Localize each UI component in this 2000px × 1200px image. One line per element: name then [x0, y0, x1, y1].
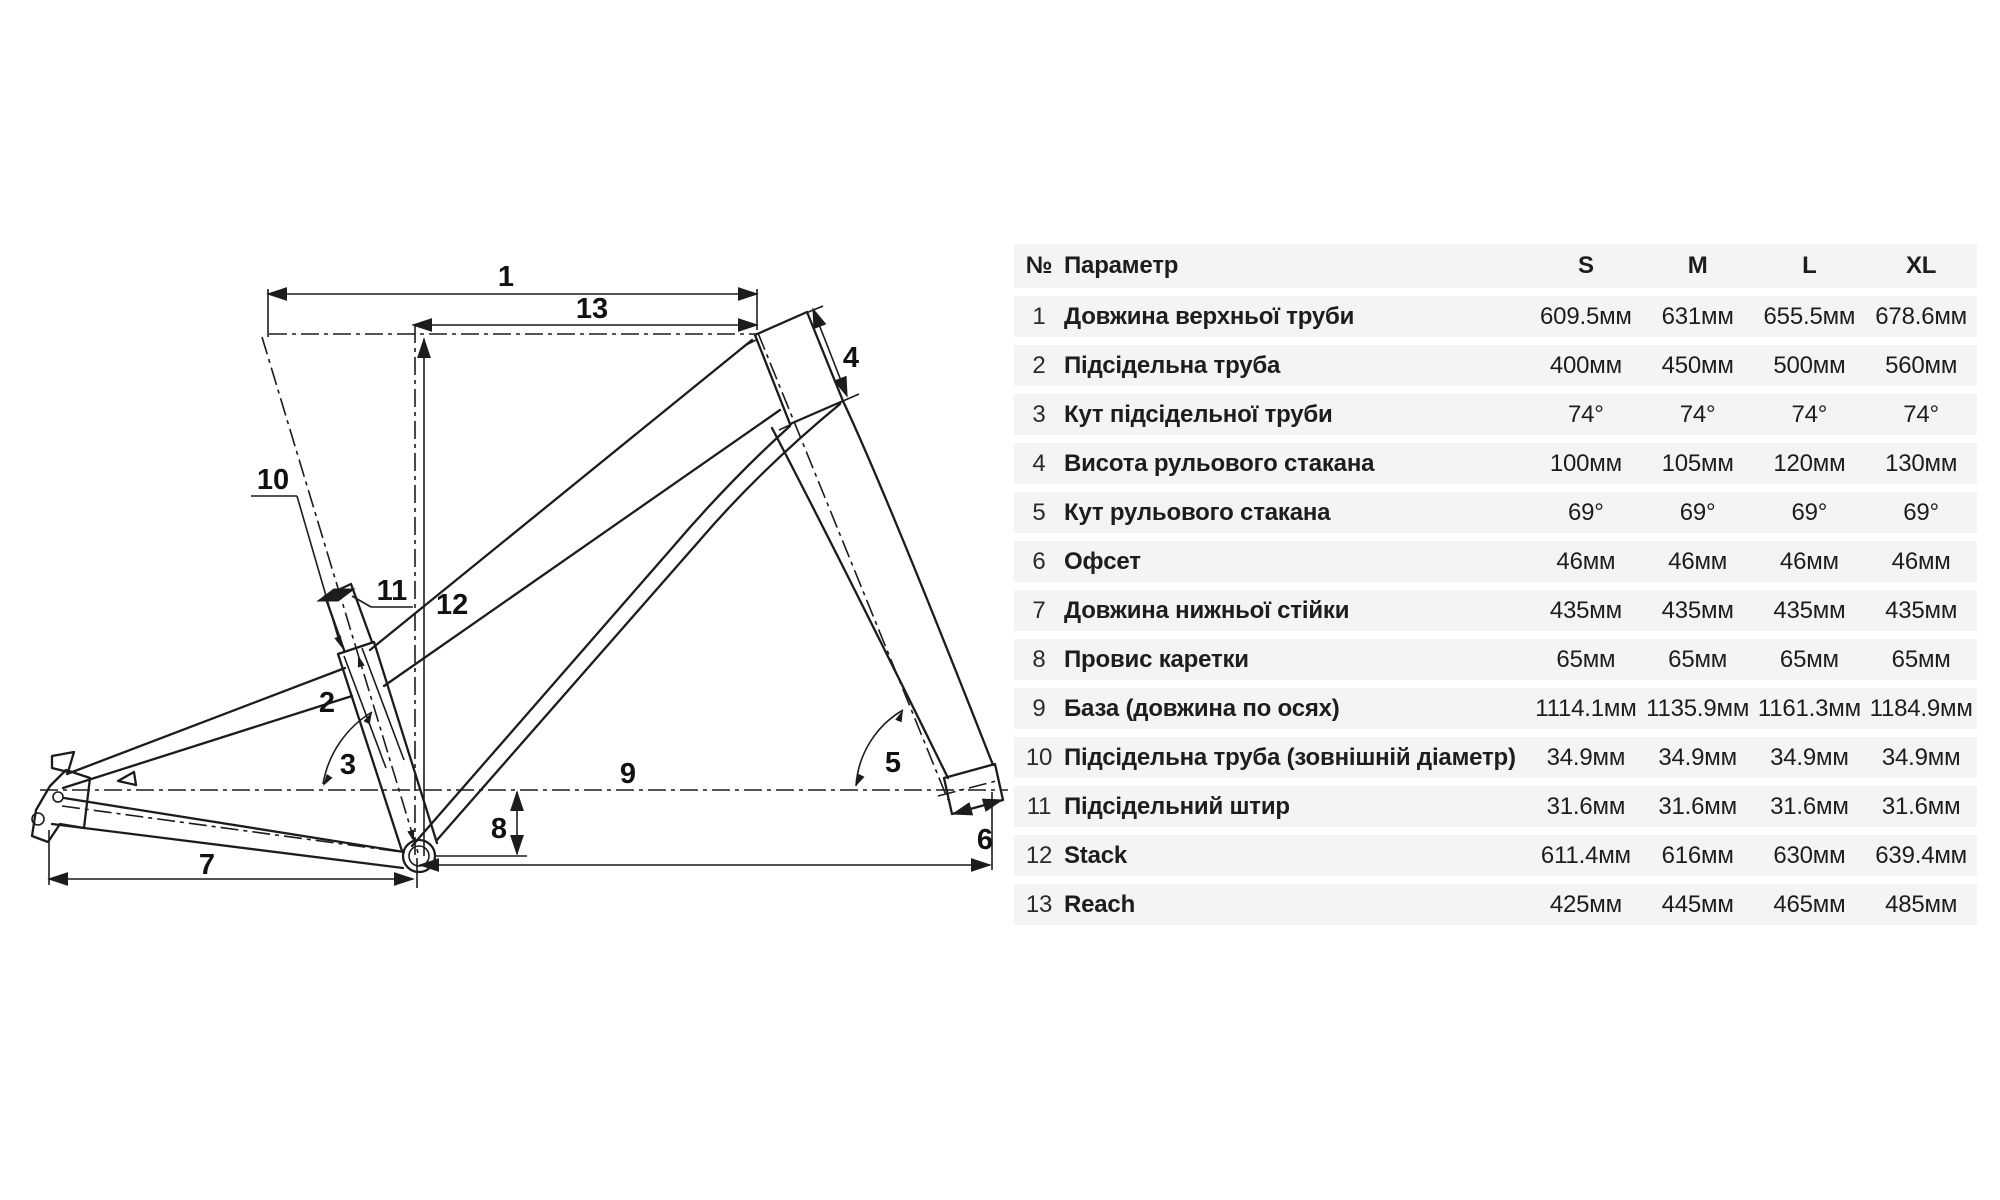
row-number: 9: [1014, 688, 1064, 729]
row-value-xl: 46мм: [1865, 541, 1977, 582]
row-value-s: 69°: [1530, 492, 1642, 533]
callout-8: 8: [490, 813, 508, 845]
geometry-table-header: [1014, 244, 1977, 288]
table-row: [1014, 688, 1977, 729]
callout-3: 3: [339, 749, 357, 781]
row-number: 10: [1014, 737, 1064, 778]
rear-dropout: [32, 770, 90, 842]
row-value-l: 69°: [1754, 492, 1866, 533]
row-value-s: 425мм: [1530, 884, 1642, 925]
geometry-table-body: [1014, 296, 1977, 925]
row-value-l: 435мм: [1754, 590, 1866, 631]
seat-stay-upper: [67, 668, 345, 774]
row-value-xl: 130мм: [1865, 443, 1977, 484]
header-row: [1014, 244, 1977, 288]
table-row: [1014, 590, 1977, 631]
row-number: 8: [1014, 639, 1064, 680]
row-number: 2: [1014, 345, 1064, 386]
row-number: 11: [1014, 786, 1064, 827]
row-number: 4: [1014, 443, 1064, 484]
dim-2-arrow-bottom: [407, 830, 414, 843]
table-row: [1014, 394, 1977, 435]
row-value-l: 120мм: [1754, 443, 1866, 484]
row-value-l: 31.6мм: [1754, 786, 1866, 827]
row-number: 7: [1014, 590, 1064, 631]
table-row: [1014, 737, 1977, 778]
seatpost-inner-right: [362, 648, 404, 760]
cable-stop-flag: [118, 772, 136, 785]
steering-axis-centerline: [758, 333, 948, 800]
header-size-s: S: [1530, 244, 1642, 288]
row-value-s: 65мм: [1530, 639, 1642, 680]
row-value-l: 74°: [1754, 394, 1866, 435]
row-value-l: 46мм: [1754, 541, 1866, 582]
table-row: [1014, 443, 1977, 484]
dim-6-line: [953, 800, 1002, 814]
row-value-m: 105мм: [1642, 443, 1754, 484]
frame-geometry-diagram: [0, 0, 1040, 960]
row-number: 5: [1014, 492, 1064, 533]
row-value-s: 611.4мм: [1530, 835, 1642, 876]
table-row: [1014, 296, 1977, 337]
table-row: [1014, 541, 1977, 582]
head-tube: [755, 312, 843, 424]
chain-stay-upper: [64, 798, 404, 852]
row-value-l: 65мм: [1754, 639, 1866, 680]
dim-2-arrow-top: [358, 655, 365, 668]
callout-9: 9: [619, 758, 637, 790]
dim-11-leader: [352, 596, 371, 607]
row-number: 13: [1014, 884, 1064, 925]
row-value-xl: 485мм: [1865, 884, 1977, 925]
bottom-bracket-outer: [403, 840, 435, 872]
top-tube-lower-edge: [384, 410, 780, 686]
rear-dropout-tab: [52, 752, 74, 772]
row-value-l: 1161.3мм: [1754, 688, 1866, 729]
row-value-m: 450мм: [1642, 345, 1754, 386]
callout-1: 1: [497, 261, 515, 293]
row-value-m: 31.6мм: [1642, 786, 1754, 827]
row-value-s: 1114.1мм: [1530, 688, 1642, 729]
seat-stay-lower: [63, 696, 352, 788]
row-parameter: Підсідельна труба: [1064, 345, 1530, 386]
row-value-xl: 69°: [1865, 492, 1977, 533]
row-parameter: Підсідельний штир: [1064, 786, 1530, 827]
down-tube-upper-edge: [437, 404, 840, 840]
callout-4: 4: [842, 342, 860, 374]
row-value-s: 400мм: [1530, 345, 1642, 386]
row-value-s: 435мм: [1530, 590, 1642, 631]
row-value-xl: 74°: [1865, 394, 1977, 435]
row-value-l: 500мм: [1754, 345, 1866, 386]
row-parameter: Stack: [1064, 835, 1530, 876]
top-tube-upper-edge: [370, 340, 752, 650]
row-parameter: База (довжина по осях): [1064, 688, 1530, 729]
table-row: [1014, 835, 1977, 876]
table-row: [1014, 639, 1977, 680]
row-number: 12: [1014, 835, 1064, 876]
row-value-m: 65мм: [1642, 639, 1754, 680]
dim-10-leader: [297, 496, 340, 644]
callout-7: 7: [198, 849, 216, 881]
dim-4-line: [813, 309, 847, 396]
row-value-s: 609.5мм: [1530, 296, 1642, 337]
row-value-xl: 31.6мм: [1865, 786, 1977, 827]
row-parameter: Довжина верхньої труби: [1064, 296, 1530, 337]
row-value-xl: 678.6мм: [1865, 296, 1977, 337]
header-size-xl: XL: [1865, 244, 1977, 288]
header-size-l: L: [1754, 244, 1866, 288]
rear-axle-hole: [53, 792, 63, 802]
row-parameter: Довжина нижньої стійки: [1064, 590, 1530, 631]
geometry-table: [1014, 236, 1977, 933]
row-value-l: 655.5мм: [1754, 296, 1866, 337]
row-value-l: 34.9мм: [1754, 737, 1866, 778]
row-value-s: 34.9мм: [1530, 737, 1642, 778]
row-value-m: 631мм: [1642, 296, 1754, 337]
row-parameter: Підсідельна труба (зовнішній діаметр): [1064, 737, 1530, 778]
callout-6: 6: [976, 824, 994, 856]
down-tube-lower-edge: [412, 426, 790, 846]
row-value-xl: 65мм: [1865, 639, 1977, 680]
callout-10: 10: [256, 464, 290, 496]
row-value-xl: 1184.9мм: [1865, 688, 1977, 729]
row-value-l: 630мм: [1754, 835, 1866, 876]
bottom-bracket-inner: [409, 846, 429, 866]
row-value-m: 1135.9мм: [1642, 688, 1754, 729]
row-value-l: 465мм: [1754, 884, 1866, 925]
row-value-m: 616мм: [1642, 835, 1754, 876]
row-value-xl: 34.9мм: [1865, 737, 1977, 778]
callout-13: 13: [575, 293, 609, 325]
callout-5: 5: [884, 747, 902, 779]
chainstay-centerline: [62, 806, 402, 852]
frame-geometry-svg: [0, 0, 1040, 960]
header-size-m: M: [1642, 244, 1754, 288]
row-value-s: 31.6мм: [1530, 786, 1642, 827]
row-number: 3: [1014, 394, 1064, 435]
header-param: Параметр: [1064, 244, 1530, 288]
fork-dropout: [944, 764, 1003, 814]
frame-outline: [32, 312, 1003, 872]
table-row: [1014, 786, 1977, 827]
row-value-m: 74°: [1642, 394, 1754, 435]
table-row: [1014, 492, 1977, 533]
row-value-m: 46мм: [1642, 541, 1754, 582]
row-value-s: 74°: [1530, 394, 1642, 435]
row-number: 6: [1014, 541, 1064, 582]
fork-outer-edge: [843, 401, 993, 765]
row-value-s: 46мм: [1530, 541, 1642, 582]
row-value-m: 445мм: [1642, 884, 1754, 925]
row-parameter: Кут підсідельної труби: [1064, 394, 1530, 435]
table-row: [1014, 884, 1977, 925]
row-value-xl: 639.4мм: [1865, 835, 1977, 876]
dim-10-arrow: [334, 636, 342, 649]
row-parameter: Провис каретки: [1064, 639, 1530, 680]
row-parameter: Офсет: [1064, 541, 1530, 582]
callout-11: 11: [376, 575, 408, 607]
fork-inner-edge: [772, 428, 948, 778]
chain-stay-lower: [52, 824, 403, 868]
row-parameter: Reach: [1064, 884, 1530, 925]
callout-12: 12: [436, 589, 469, 621]
dim-4-ext-bottom: [843, 394, 859, 401]
row-value-m: 34.9мм: [1642, 737, 1754, 778]
row-value-m: 69°: [1642, 492, 1754, 533]
row-value-m: 435мм: [1642, 590, 1754, 631]
header-num: №: [1014, 244, 1064, 288]
table-row: [1014, 345, 1977, 386]
callout-2: 2: [318, 687, 336, 719]
seat-tube: [338, 642, 437, 851]
row-value-xl: 560мм: [1865, 345, 1977, 386]
row-number: 1: [1014, 296, 1064, 337]
row-parameter: Висота рульового стакана: [1064, 443, 1530, 484]
row-value-s: 100мм: [1530, 443, 1642, 484]
row-parameter: Кут рульового стакана: [1064, 492, 1530, 533]
row-value-xl: 435мм: [1865, 590, 1977, 631]
